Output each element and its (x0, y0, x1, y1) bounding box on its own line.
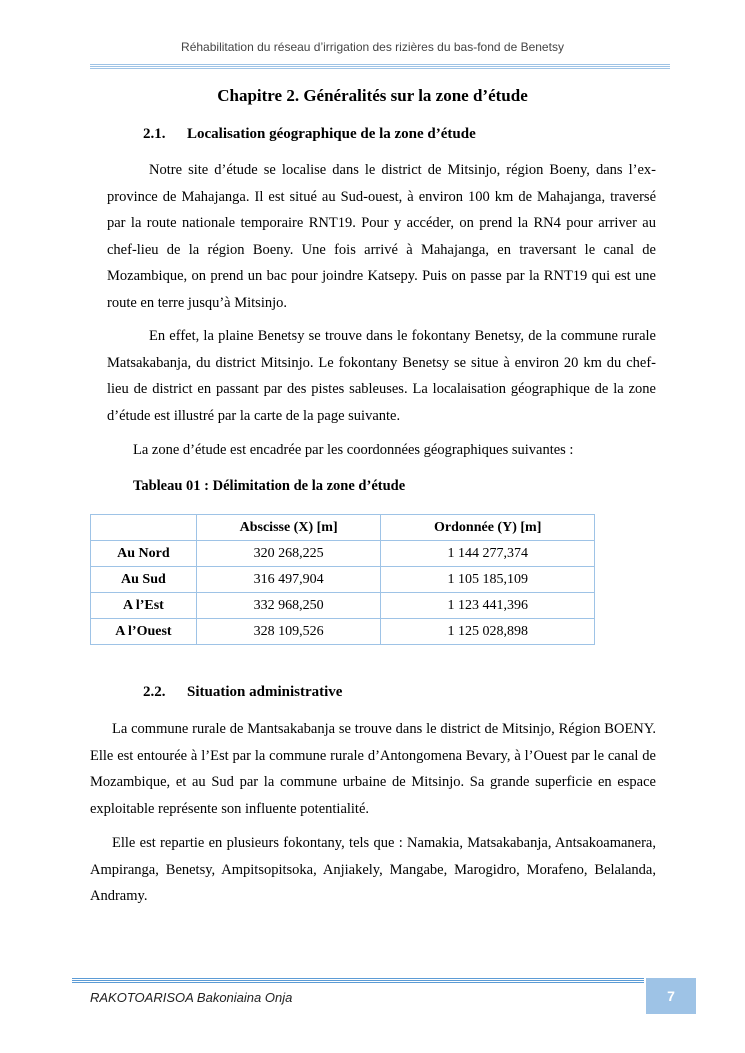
table-header-row (91, 515, 595, 541)
table-header-cell: Abscisse (X) [m] (196, 515, 381, 541)
paragraph: La zone d’étude est encadrée par les coordonnées géographiques suivantes : (133, 442, 574, 458)
table-cell: 332 968,250 (196, 593, 381, 619)
page-number: 7 (646, 978, 696, 1014)
section-title: Situation administrative (187, 684, 343, 700)
row-label: Au Sud (91, 567, 197, 593)
table-row (91, 567, 595, 593)
table-row (91, 593, 595, 619)
table-header-cell (91, 515, 197, 541)
table-cell: 1 123 441,396 (381, 593, 595, 619)
section-number: 2.2. (143, 684, 166, 700)
paragraph: Notre site d’étude se localise dans le district de Mitsinjo, région Boeny, dans l’ex-province de Mahajanga. Il est situé au Sud-ouest, à environ 100 km de Mahajanga, traversé par la route nationale temporaire RNT19. Pour y accéder, on prend la RN4 pour arriver au chef-lieu de la région Boeny. Une fois arrivé à Mahajanga, en traversant le canal de Mozambique, on prend un bac pour joindre Katsepy. Puis on passe par la RNT19 qui est une route en terre jusqu’à Mitsinjo. (107, 162, 656, 311)
section-heading-2-2 (143, 684, 342, 701)
paragraph: En effet, la plaine Benetsy se trouve dans le fokontany Benetsy, de la commune rurale Matsakabanja, du district Mitsinjo. Le fokontany Benetsy se situe à environ 20 km du chef-lieu de district en passant par des pistes sableuses. La localaisation géographique de la zone d’étude est illustré par la carte de la page suivante. (107, 328, 656, 424)
header-rule (90, 64, 670, 69)
table-cell: 316 497,904 (196, 567, 381, 593)
table-cell: 328 109,526 (196, 619, 381, 645)
table-row (91, 541, 595, 567)
footer-author: RAKOTOARISOA Bakoniaina Onja (90, 990, 293, 1005)
row-label: Au Nord (91, 541, 197, 567)
row-label: A l’Est (91, 593, 197, 619)
table-row (91, 619, 595, 645)
paragraph: La commune rurale de Mantsakabanja se trouve dans le district de Mitsinjo, Région BOENY. Elle est entourée à l’Est par la commune rurale d’Antongomena Bevary, à l’Ouest par le canal de Mozambique, et au Sud par la commune urbaine de Mitsinjo. Sa grande superficie en espace exploitable représente son influente potentialité. (90, 721, 656, 817)
table-caption: Tableau 01 : Délimitation de la zone d’étude (133, 478, 406, 494)
table-header-cell: Ordonnée (Y) [m] (381, 515, 595, 541)
table-cell: 320 268,225 (196, 541, 381, 567)
chapter-title: Chapitre 2. Généralités sur la zone d’étude (217, 86, 528, 105)
section-heading-2-1 (143, 126, 476, 143)
footer-rule (72, 978, 644, 983)
row-label: A l’Ouest (91, 619, 197, 645)
paragraph: Elle est repartie en plusieurs fokontany, tels que : Namakia, Matsakabanja, Antsakoamanera, Ampiranga, Benetsy, Ampitsopitsoka, Anjiakely, Mangabe, Marogidro, Morafeno, Belalanda, Andramy. (90, 835, 656, 904)
section-number: 2.1. (143, 126, 166, 142)
table-cell: 1 105 185,109 (381, 567, 595, 593)
table-cell: 1 125 028,898 (381, 619, 595, 645)
running-header: Réhabilitation du réseau d’irrigation des rizières du bas-fond de Benetsy (181, 40, 564, 54)
section-title: Localisation géographique de la zone d’étude (187, 126, 476, 142)
coordinates-table (90, 514, 595, 645)
table-cell: 1 144 277,374 (381, 541, 595, 567)
